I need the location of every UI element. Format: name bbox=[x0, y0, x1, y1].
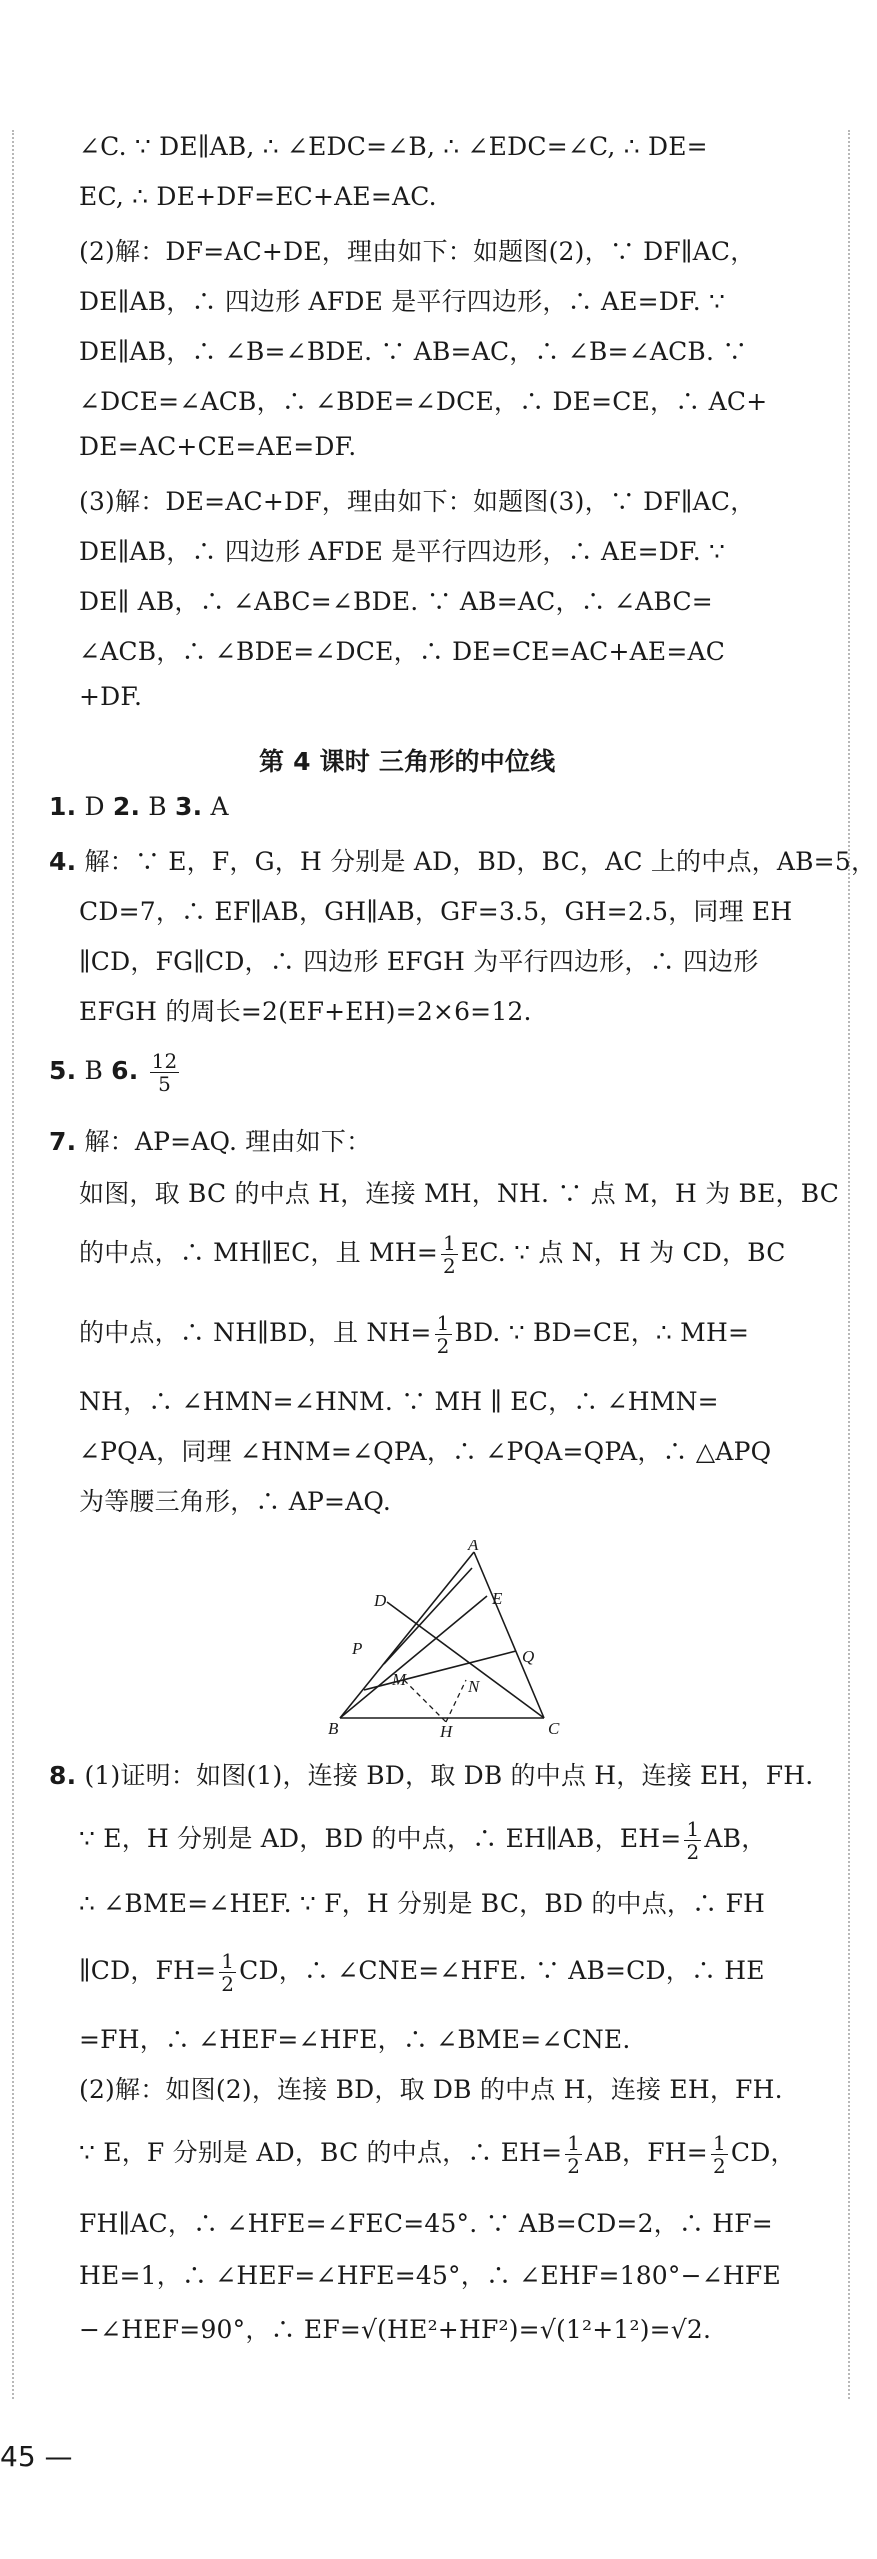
text-line: ∴ ∠BME=∠HEF. ∵ F，H 分别是 BC，BD 的中点，∴ FH bbox=[79, 1889, 766, 1918]
text-line: ∠C. ∵ DE∥AB, ∴ ∠EDC=∠B, ∴ ∠EDC=∠C, ∴ DE= bbox=[79, 132, 708, 161]
label-q: Q bbox=[522, 1647, 535, 1666]
text-line: DE∥ AB，∴ ∠ABC=∠BDE. ∵ AB=AC，∴ ∠ABC= bbox=[79, 587, 713, 616]
denominator: 2 bbox=[686, 1840, 700, 1864]
text-line: DE∥AB，∴ 四边形 AFDE 是平行四边形，∴ AE=DF. ∵ bbox=[79, 287, 726, 316]
question-number: 7. bbox=[49, 1127, 77, 1156]
text-segment: 的中点，∴ NH∥BD，且 NH= bbox=[79, 1318, 432, 1347]
numerator: 12 bbox=[151, 1049, 178, 1073]
question-number: 4. bbox=[49, 847, 77, 876]
answer-text: 解：∵ E，F，G，H 分别是 AD，BD，BC，AC 上的中点，AB=5， bbox=[76, 847, 877, 876]
text-line: (2)解：如图(2)，连接 BD，取 DB 的中点 H，连接 EH，FH. bbox=[79, 2075, 783, 2104]
text-line: ∠PQA，同理 ∠HNM=∠QPA，∴ ∠PQA=QPA，∴ △APQ bbox=[79, 1437, 772, 1466]
fraction bbox=[441, 1232, 458, 1277]
fraction bbox=[684, 1818, 701, 1863]
text-line: EC, ∴ DE+DF=EC+AE=AC. bbox=[79, 182, 437, 211]
left-dotted-rule bbox=[12, 130, 14, 2399]
text-line: ∠ACB，∴ ∠BDE=∠DCE，∴ DE=CE=AC+AE=AC bbox=[79, 637, 726, 666]
question-number: 1. bbox=[49, 792, 77, 821]
numerator: 1 bbox=[442, 1231, 456, 1255]
label-m: M bbox=[392, 1670, 407, 1689]
denominator: 2 bbox=[221, 1972, 235, 1996]
text-line: +DF. bbox=[79, 682, 143, 711]
label-c: C bbox=[548, 1719, 560, 1737]
text-line-with-fraction bbox=[79, 1818, 766, 1863]
denominator: 2 bbox=[442, 1254, 456, 1278]
section-heading: 第 4 课时 三角形的中位线 bbox=[259, 747, 556, 776]
text-line: HE=1，∴ ∠HEF=∠HFE=45°，∴ ∠EHF=180°−∠HFE bbox=[79, 2261, 781, 2290]
text-line: DE∥AB，∴ 四边形 AFDE 是平行四边形，∴ AE=DF. ∵ bbox=[79, 537, 726, 566]
answer-line-7 bbox=[49, 1122, 371, 1158]
text-line-with-fractions bbox=[79, 2132, 796, 2177]
fraction bbox=[565, 2132, 582, 2177]
label-h: H bbox=[440, 1722, 453, 1737]
text-line: 为等腰三角形，∴ AP=AQ. bbox=[79, 1487, 392, 1516]
text-line-with-fraction bbox=[79, 1312, 749, 1357]
fraction bbox=[711, 2132, 728, 2177]
text-line: (2)解：DF=AC+DE，理由如下：如题图(2)，∵ DF∥AC， bbox=[79, 237, 756, 266]
denominator: 2 bbox=[567, 2154, 581, 2178]
answer-text: 解：AP=AQ. 理由如下： bbox=[76, 1127, 372, 1156]
numerator: 1 bbox=[221, 1949, 235, 1973]
label-n: N bbox=[468, 1677, 480, 1696]
answer-line-8 bbox=[49, 1756, 813, 1792]
text-segment: BD. ∵ BD=CE，∴ MH= bbox=[454, 1318, 750, 1347]
text-segment: AB， bbox=[704, 1824, 767, 1853]
numerator: 1 bbox=[712, 2131, 726, 2155]
question-number: 5. bbox=[49, 1056, 77, 1085]
text-segment: ∥CD，FH= bbox=[79, 1956, 217, 1985]
question-number: 3. bbox=[175, 792, 203, 821]
text-segment: AB，FH= bbox=[585, 2138, 708, 2167]
text-line: =FH，∴ ∠HEF=∠HFE，∴ ∠BME=∠CNE. bbox=[79, 2025, 631, 2054]
text-segment: CD， bbox=[730, 2138, 796, 2167]
text-segment: CD，∴ ∠CNE=∠HFE. ∵ AB=CD，∴ HE bbox=[239, 1956, 765, 1985]
question-number: 6. bbox=[111, 1056, 139, 1085]
triangle-diagram bbox=[326, 1540, 572, 1737]
triangle-figure bbox=[326, 1540, 572, 1737]
fraction bbox=[435, 1312, 452, 1357]
text-segment: ∵ E，H 分别是 AD，BD 的中点，∴ EH∥AB，EH= bbox=[79, 1824, 682, 1853]
text-line: DE=AC+CE=AE=DF. bbox=[79, 432, 357, 461]
answer-text: B bbox=[76, 1056, 112, 1085]
answer-line-5-6 bbox=[49, 1050, 182, 1095]
text-segment: EC. ∵ 点 N，H 为 CD，BC bbox=[460, 1238, 786, 1267]
answer-text: A bbox=[202, 792, 229, 821]
denominator: 2 bbox=[712, 2154, 726, 2178]
label-e: E bbox=[492, 1589, 503, 1608]
text-line: NH，∴ ∠HMN=∠HNM. ∵ MH ∥ EC，∴ ∠HMN= bbox=[79, 1387, 719, 1416]
question-number: 2. bbox=[112, 792, 141, 821]
text-line: (3)解：DE=AC+DF，理由如下：如题图(3)，∵ DF∥AC， bbox=[79, 487, 756, 516]
text-line: FH∥AC，∴ ∠HFE=∠FEC=45°. ∵ AB=CD=2，∴ HF= bbox=[79, 2209, 773, 2238]
text-segment: ∵ E，F 分别是 AD，BC 的中点，∴ EH= bbox=[79, 2138, 563, 2167]
label-a: A bbox=[468, 1540, 479, 1554]
label-p: P bbox=[352, 1639, 363, 1658]
answer-text: D bbox=[76, 792, 113, 821]
text-line-with-fraction bbox=[79, 1232, 786, 1277]
denominator: 5 bbox=[158, 1072, 172, 1096]
label-b: B bbox=[328, 1719, 339, 1737]
text-line: DE∥AB，∴ ∠B=∠BDE. ∵ AB=AC，∴ ∠B=∠ACB. ∵ bbox=[79, 337, 748, 366]
text-line-with-fraction bbox=[79, 1950, 765, 1995]
numerator: 1 bbox=[436, 1311, 450, 1335]
label-d: D bbox=[374, 1591, 387, 1610]
answer-line-4 bbox=[49, 842, 876, 878]
fraction bbox=[219, 1950, 236, 1995]
text-line: ∠DCE=∠ACB，∴ ∠BDE=∠DCE，∴ DE=CE，∴ AC+ bbox=[79, 387, 768, 416]
text-segment: 的中点，∴ MH∥EC，且 MH= bbox=[79, 1238, 438, 1267]
text-line: CD=7，∴ EF∥AB，GH∥AB，GF=3.5，GH=2.5，同理 EH bbox=[79, 897, 793, 926]
denominator: 2 bbox=[436, 1334, 450, 1358]
text-line: −∠HEF=90°，∴ EF=√(HE²+HF²)=√(1²+1²)=√2. bbox=[79, 2315, 712, 2344]
right-dotted-rule bbox=[848, 130, 850, 2399]
answer-text: B bbox=[140, 792, 176, 821]
text-line: ∥CD，FG∥CD，∴ 四边形 EFGH 为平行四边形，∴ 四边形 bbox=[79, 947, 759, 976]
answer-line-1-3 bbox=[49, 792, 229, 821]
text-line: 如图，取 BC 的中点 H，连接 MH，NH. ∵ 点 M，H 为 BE，BC bbox=[79, 1179, 840, 1208]
numerator: 1 bbox=[686, 1817, 700, 1841]
answer-text: (1)证明：如图(1)，连接 BD，取 DB 的中点 H，连接 EH，FH. bbox=[76, 1761, 814, 1790]
numerator: 1 bbox=[567, 2131, 581, 2155]
page-number: 45 — bbox=[0, 2440, 73, 2473]
question-number: 8. bbox=[49, 1761, 77, 1790]
text-line: EFGH 的周长=2(EF+EH)=2×6=12. bbox=[79, 997, 532, 1026]
fraction bbox=[150, 1050, 180, 1095]
